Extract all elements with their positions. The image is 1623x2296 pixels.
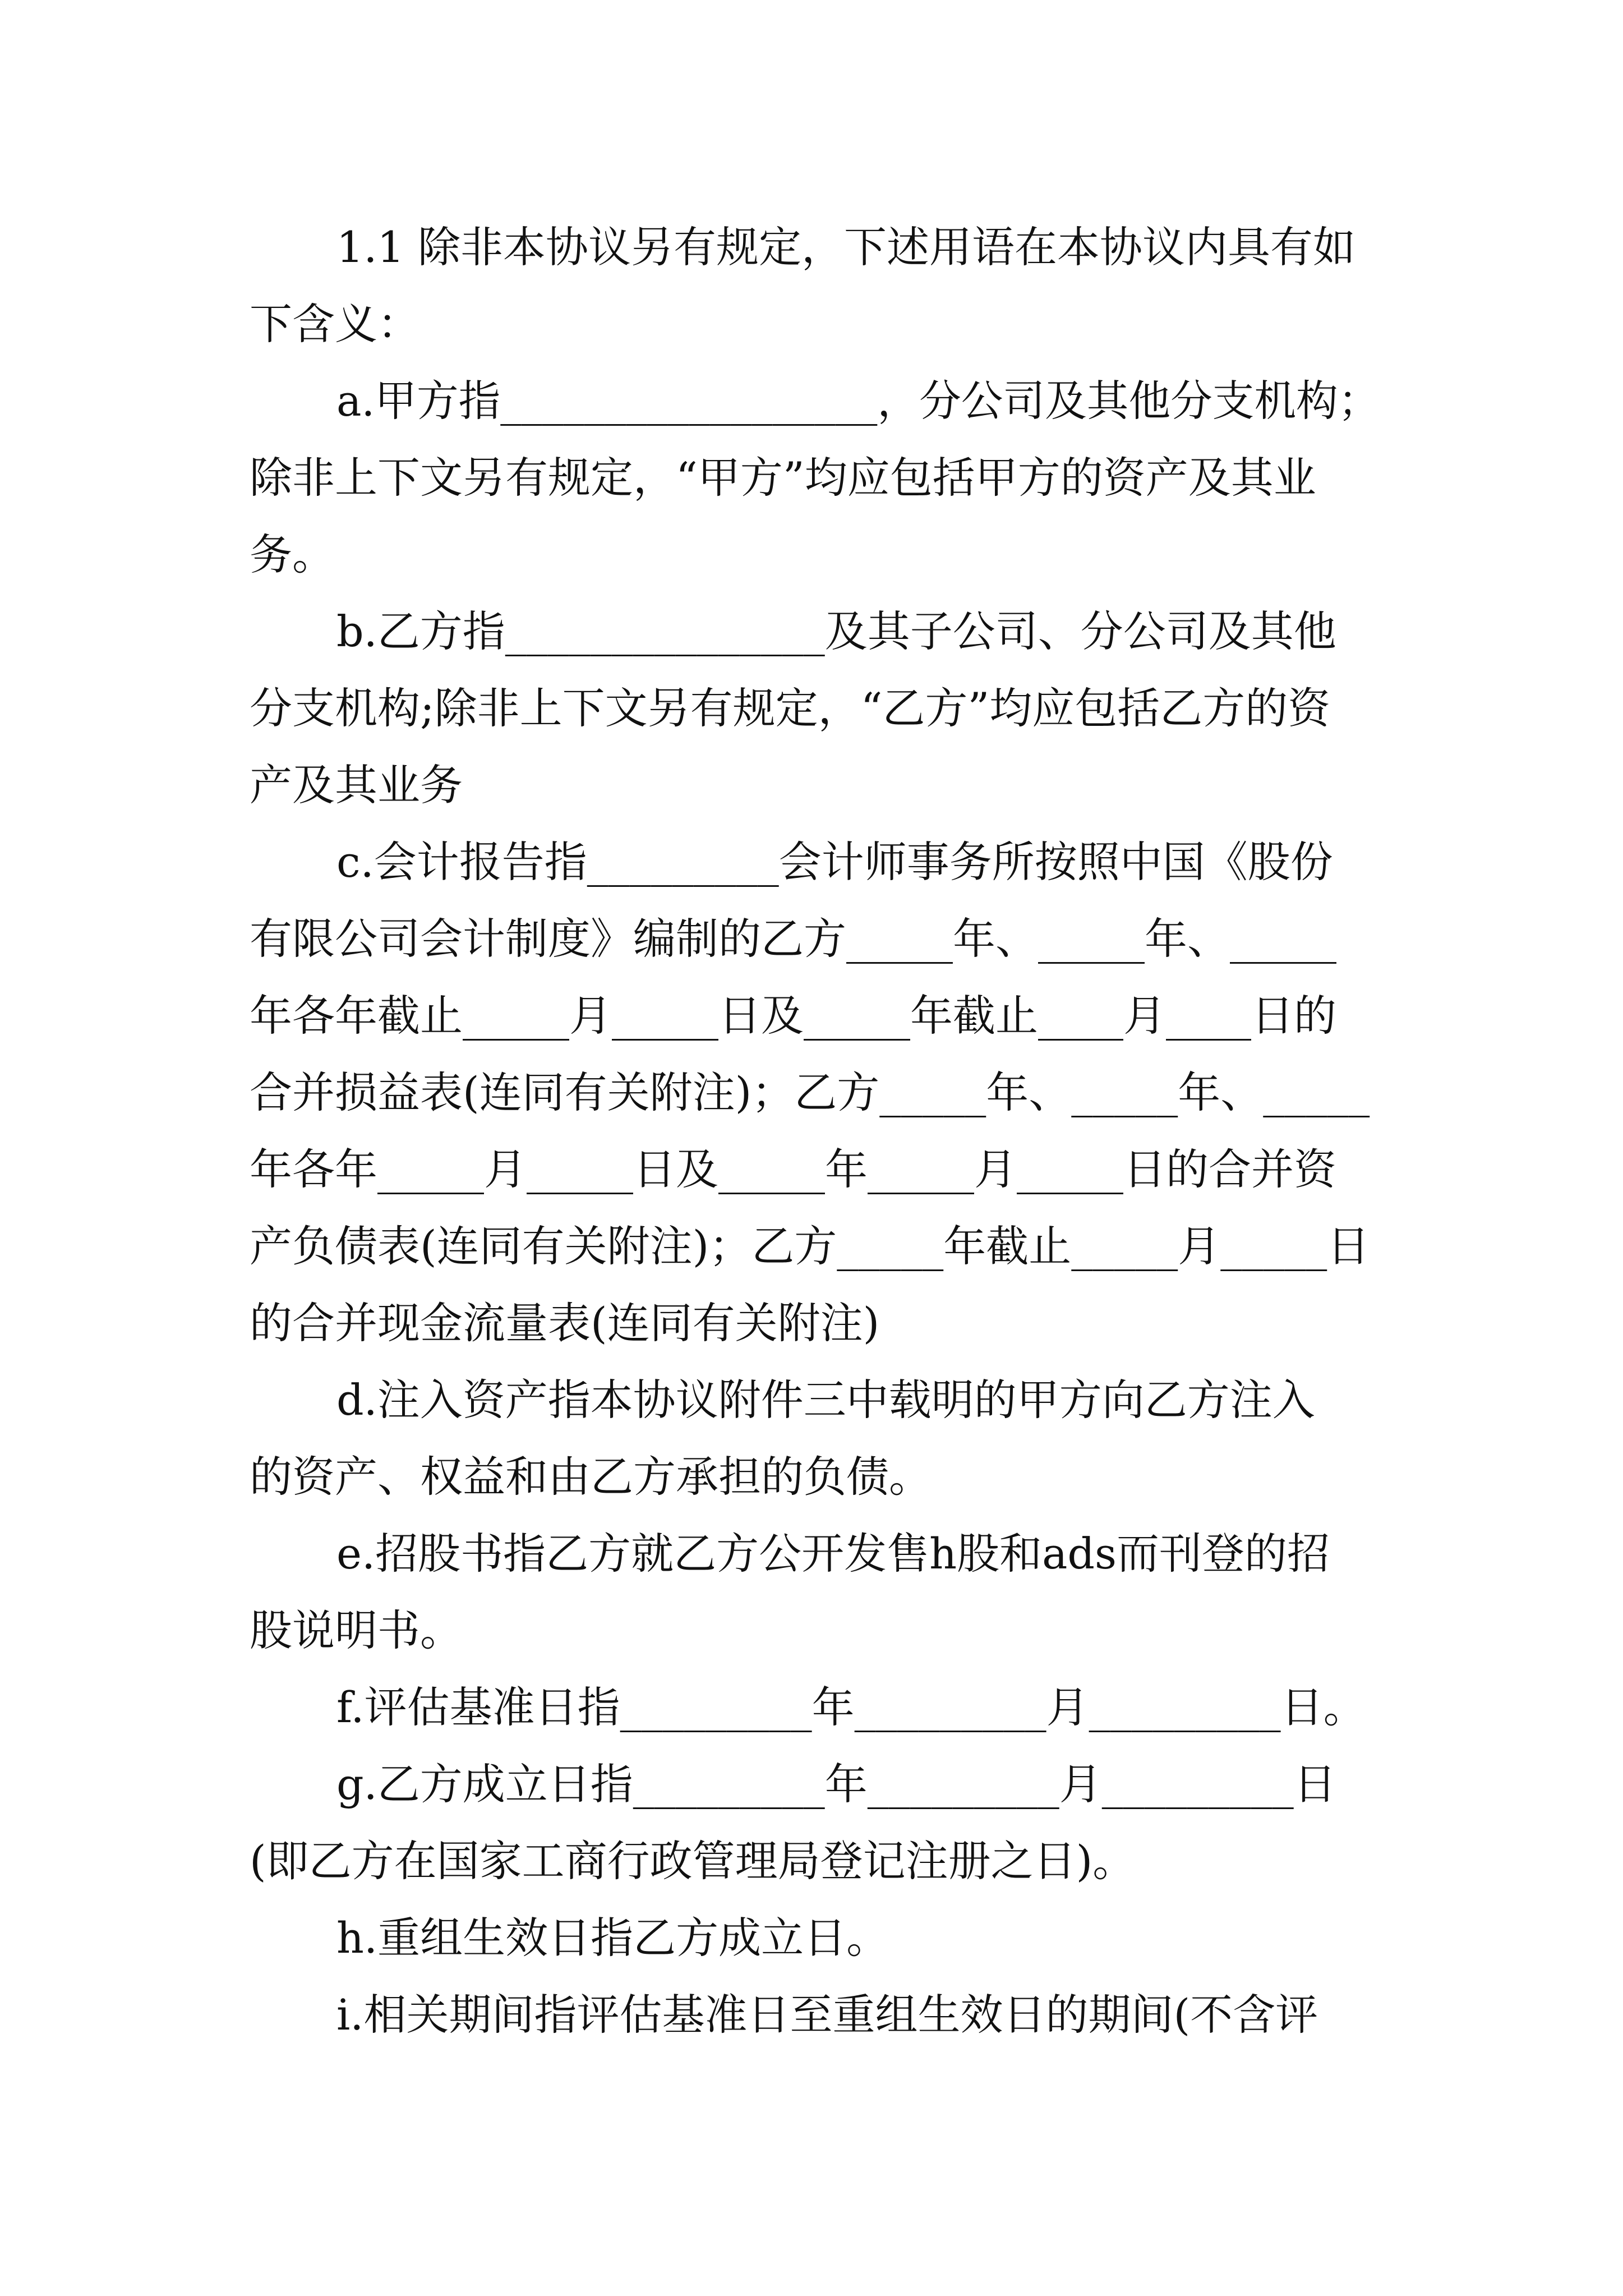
text-line: h.重组生效日指乙方成立日。 [336, 1913, 889, 1963]
text-line: 产负债表(连同有关附注)；乙方_____年截止_____月_____日 [250, 1221, 1370, 1271]
text-line: d.注入资产指本协议附件三中载明的甲方向乙方注入 [336, 1375, 1315, 1425]
text-line: 年各年_____月_____日及_____年_____月_____日的合并资 [250, 1144, 1336, 1194]
text-line: 产及其业务 [250, 760, 463, 810]
text-line: 有限公司会计制度》编制的乙方_____年、_____年、_____ [250, 914, 1336, 964]
text-line: e.招股书指乙方就乙方公开发售h股和ads而刊登的招 [336, 1529, 1330, 1579]
text-line: 的合并现金流量表(连同有关附注) [250, 1298, 880, 1348]
text-line: 股说明书。 [250, 1605, 463, 1655]
text-line: 合并损益表(连同有关附注)；乙方_____年、_____年、_____ [250, 1068, 1370, 1117]
text-line: f.评估基准日指_________年_________月_________日。 [336, 1682, 1366, 1732]
text-line: 务。 [250, 530, 335, 579]
text-line: a.甲方指__________________，分公司及其他分支机构； [336, 376, 1380, 426]
text-line: (即乙方在国家工商行政管理局登记注册之日)。 [250, 1836, 1136, 1886]
text-line: 1.1 除非本协议另有规定，下述用语在本协议内具有如 [336, 222, 1356, 272]
text-line: c.会计报告指_________会计师事务所按照中国《股份 [336, 837, 1333, 887]
text-line: 除非上下文另有规定，“甲方”均应包括甲方的资产及其业 [250, 453, 1316, 503]
text-line: 的资产、权益和由乙方承担的负债。 [250, 1452, 932, 1502]
text-line: g.乙方成立日指_________年_________月_________日 [336, 1759, 1336, 1809]
text-line: i.相关期间指评估基准日至重组生效日的期间(不含评 [336, 1990, 1318, 2040]
text-line: 下含义： [250, 299, 420, 349]
text-line: 年各年截止_____月_____日及_____年截止____月____日的 [250, 991, 1336, 1041]
text-line: 分支机构;除非上下文另有规定，“乙方”均应包括乙方的资 [250, 683, 1331, 733]
text-line: b.乙方指_______________及其子公司、分公司及其他 [336, 606, 1336, 656]
